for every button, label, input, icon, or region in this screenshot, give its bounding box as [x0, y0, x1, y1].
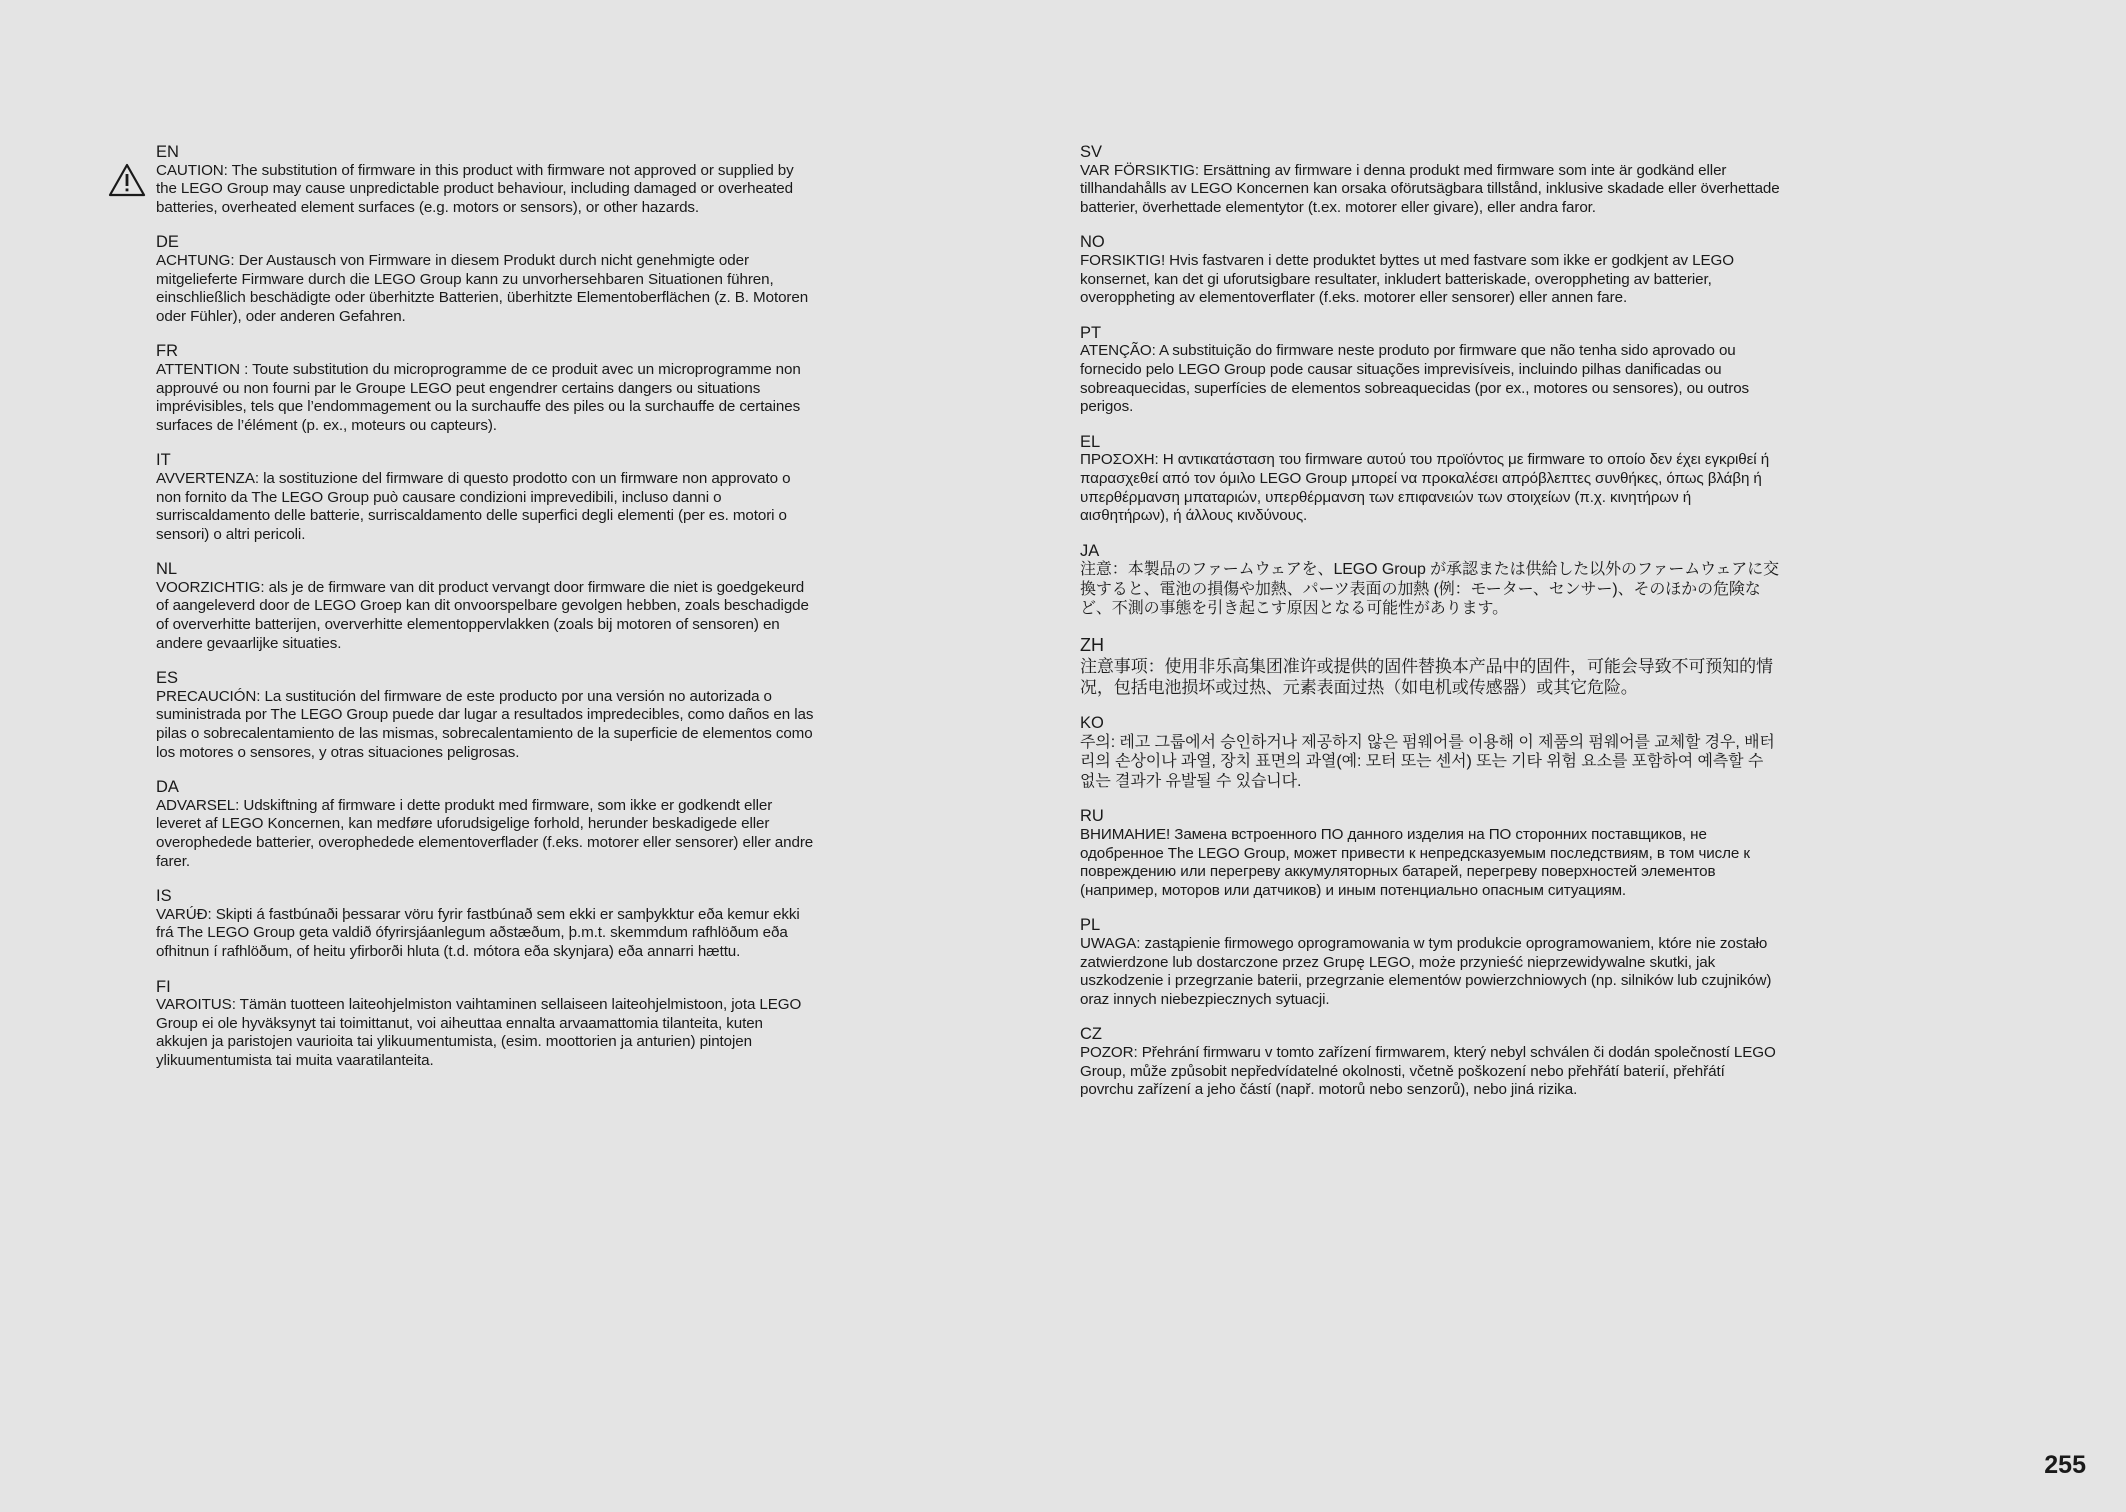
caution-text: ΠΡΟΣΟΧΗ: Η αντικατάσταση του firmware αυτού του προϊόντος με firmware το οποίο δεν έχει εγκριθεί ή παρασχεθεί από τον όμιλο LEGO Group μπορεί να προκαλέσει απρόβλεπτες συνθήκες, όπως βλάβη ή υπερθέρμανση μπαταριών, υπερθέρμανση των επιφανειών των στοιχείων (π.χ. κινητήρων ή αισθητήρων), ή άλλους κινδύνους. [1080, 451, 1770, 525]
language-code: PT [1080, 323, 1102, 342]
language-code: PL [1080, 916, 1101, 935]
language-code: IS [156, 887, 172, 906]
right-column [1080, 143, 1780, 1116]
language-code: IT [156, 451, 171, 470]
language-code: RU [1080, 807, 1104, 826]
caution-text: VAR FÖRSIKTIG: Ersättning av firmware i denna produkt med firmware som inte är godkänd eller tillhandahålls av LEGO Koncernen kan orsaka oförutsägbara tillstånd, inklusive skadade eller överhettade batterier, överhettade elementytor (t.ex. motorer eller givare), eller andra faror. [1080, 161, 1780, 216]
caution-text: PRECAUCIÓN: La sustitución del firmware de este producto por una versión no autorizada o suministrada por The LEGO Group puede dar lugar a resultados impredecibles, como daños en las pilas o sobrecalentamiento de las mismas, sobrecalentamiento de la superficie de elementos como los motores o sensores, y otras situaciones peligrosas. [156, 687, 814, 761]
caution-text: UWAGA: zastąpienie firmowego oprogramowania w tym produkcie oprogramowaniem, które nie zostało zatwierdzone lub dostarczone przez Grupę LEGO, może przynieść nieprzewidywalne skutki, jak uszkodzenie i przegrzanie baterii, przegrzanie elementów powierzchniowych (np. silników lub czujników) oraz innych niebezpiecznych sytuacji. [1080, 935, 1772, 1008]
section-sv [1080, 143, 1780, 217]
section-no [1080, 233, 1780, 307]
language-code: FR [156, 342, 178, 361]
left-column [156, 143, 816, 1087]
language-code: KO [1080, 714, 1104, 733]
caution-text: 주의: 레고 그룹에서 승인하거나 제공하지 않은 펌웨어를 이용해 이 제품의 펌웨어를 교체할 경우, 배터리의 손상이나 과열, 장치 표면의 과열(예: 모터 또는 센서) 또는 기타 위험 요소를 포함하여 예측할 수 없는 결과가 유발될 수 있습니다. [1080, 733, 1775, 790]
section-fr [156, 342, 816, 435]
section-zh [1080, 635, 1780, 698]
language-code: EN [156, 143, 179, 161]
section-is [156, 887, 816, 961]
caution-text: 注意：本製品のファームウェアを、LEGO Group が承認または供給した以外のファームウェアに交換すると、電池の損傷や加熱、パーツ表面の加熱 (例：モーター、センサー)、そのほかの危険など、不測の事態を引き起こす原因となる可能性があります。 [1080, 561, 1780, 618]
section-da [156, 778, 816, 871]
section-cz [1080, 1025, 1780, 1099]
caution-text: FORSIKTIG! Hvis fastvaren i dette produktet byttes ut med fastvare som ikke er godkjent av LEGO konsernet, kan det gi uforutsigbare resultater, inkludert batteriskade, overoppheting av batterier, overoppheting av elementoverflater (f.eks. motorer eller sensorer) eller annen fare. [1080, 251, 1734, 307]
section-ru [1080, 807, 1780, 900]
language-code: SV [1080, 143, 1103, 161]
section-es [156, 669, 816, 762]
language-code: ES [156, 669, 179, 688]
caution-text: ВНИМАНИЕ! Замена встроенного ПО данного изделия на ПО сторонних поставщиков, не одобренное The LEGO Group, может привести к непредсказуемым последствиям, в том числе к повреждению или перегреву аккумуляторных батарей, перегреву поверхностей элементов (например, моторов или датчиков) и иным потенциально опасным ситуациям. [1080, 826, 1750, 899]
caution-text: VARÚÐ: Skipti á fastbúnaði þessarar vöru fyrir fastbúnað sem ekki er samþykktur eða kemur ekki frá The LEGO Group geta valdið ófyrirsjáanlegum aðstæðum, þ.m.t. skemmdum rafhlöðum eða ofhitnun í rafhlöðum, of heitu yfirborði hluta (t.d. mótora eða skynjara) eða annarri hættu. [156, 905, 800, 960]
language-code: DA [156, 778, 179, 797]
page-number: 255 [2044, 1451, 2086, 1479]
caution-text: ADVARSEL: Udskiftning af firmware i dette produkt med firmware, som ikke er godkendt eller leveret af LEGO Koncernen, kan medføre uforudsigelige forhold, herunder beskadigede eller overophedede batterier, overophedede elementoverflader (f.eks. motorer eller sensorer) eller andre farer. [156, 796, 814, 870]
section-ko [1080, 714, 1780, 791]
language-code: EL [1080, 432, 1101, 451]
language-code: NO [1080, 233, 1105, 252]
caution-text: 注意事项：使用非乐高集团准许或提供的固件替换本产品中的固件，可能会导致不可预知的情况，包括电池损坏或过热、元素表面过热（如电机或传感器）或其它危险。 [1080, 657, 1773, 698]
caution-text: CAUTION: The substitution of firmware in this product with firmware not approved or supplied by the LEGO Group may cause unpredictable product behaviour, including damaged or overheated batteries, overheated element surfaces (e.g. motors or sensors), or other hazards. [156, 161, 794, 216]
section-it [156, 451, 816, 544]
caution-text: POZOR: Přehrání firmwaru v tomto zařízení firmwarem, který nebyl schválen či dodán společností LEGO Group, může způsobit nepředvídatelné okolnosti, včetně poškození nebo přehřátí baterií, přehřátí povrchu zařízení a jeho částí (např. motorů nebo senzorů), nebo jiná rizika. [1080, 1043, 1776, 1099]
section-nl [156, 560, 816, 653]
language-code: NL [156, 560, 178, 579]
language-code: JA [1080, 541, 1100, 560]
section-de [156, 233, 816, 326]
language-code: FI [156, 977, 171, 996]
caution-text: VAROITUS: Tämän tuotteen laiteohjelmiston vaihtaminen sellaiseen laiteohjelmistoon, jota LEGO Group ei ole hyväksynyt tai toimittanut, voi aiheuttaa ennalta arvaamattomia tilanteita, kuten akkujen ja paristojen vaurioita tai ylikuumentumista, (esim. moottorien ja anturien) pintojen ylikuumentumista tai muita vaaratilanteita. [156, 996, 802, 1069]
section-pl [1080, 916, 1780, 1009]
section-el [1080, 433, 1780, 526]
caution-text: VOORZICHTIG: als je de firmware van dit product vervangt door firmware die niet is goedgekeurd of aangeleverd door de LEGO Groep kan dit onvoorspelbare gevolgen hebben, zoals beschadigde of oververhitte batterijen, oververhitte elementoppervlakken (zoals bij motoren of sensoren) en andere gevaarlijke situaties. [156, 578, 809, 652]
language-code: DE [156, 233, 179, 252]
language-code: CZ [1080, 1025, 1102, 1044]
caution-text: AVVERTENZA: la sostituzione del firmware di questo prodotto con un firmware non approvato o non fornito da The LEGO Group può causare condizioni imprevedibili, incluso danni o surriscaldamento delle batterie, surriscaldamento delle superfici degli elementi (per es. motori o sensori) o altri pericoli. [156, 469, 791, 543]
section-fi [156, 978, 816, 1071]
section-ja [1080, 542, 1780, 619]
caution-text: ACHTUNG: Der Austausch von Firmware in diesem Produkt durch nicht genehmigte oder mitgelieferte Firmware durch die LEGO Group kann zu unvorhersehbaren Situationen führen, einschließlich beschädigte oder überhitzte Batterien, überhitzte Elementoberflächen (z. B. Motoren oder Fühler), oder anderen Gefahren. [156, 251, 809, 325]
warning-triangle-icon [108, 163, 146, 197]
section-en [156, 143, 816, 217]
caution-text: ATTENTION : Toute substitution du microprogramme de ce produit avec un microprogramme non approuvé ou non fourni par le Groupe LEGO peut engendrer certains dangers ou situations imprévisibles, tels que l’endommagement ou la surchauffe des piles ou la surchauffe de certaines surfaces de l’élément (p. ex., moteurs ou capteurs). [156, 360, 801, 434]
section-pt [1080, 324, 1780, 417]
caution-text: ATENÇÃO: A substituição do firmware neste produto por firmware que não tenha sido aprovado ou fornecido pelo LEGO Group pode causar situações imprevisíveis, incluindo pilhas danificadas ou sobreaquecidas, superfícies de elementos sobreaquecidas (por ex., motores ou sensores), ou outros perigos. [1080, 342, 1750, 416]
language-code: ZH [1080, 635, 1104, 656]
